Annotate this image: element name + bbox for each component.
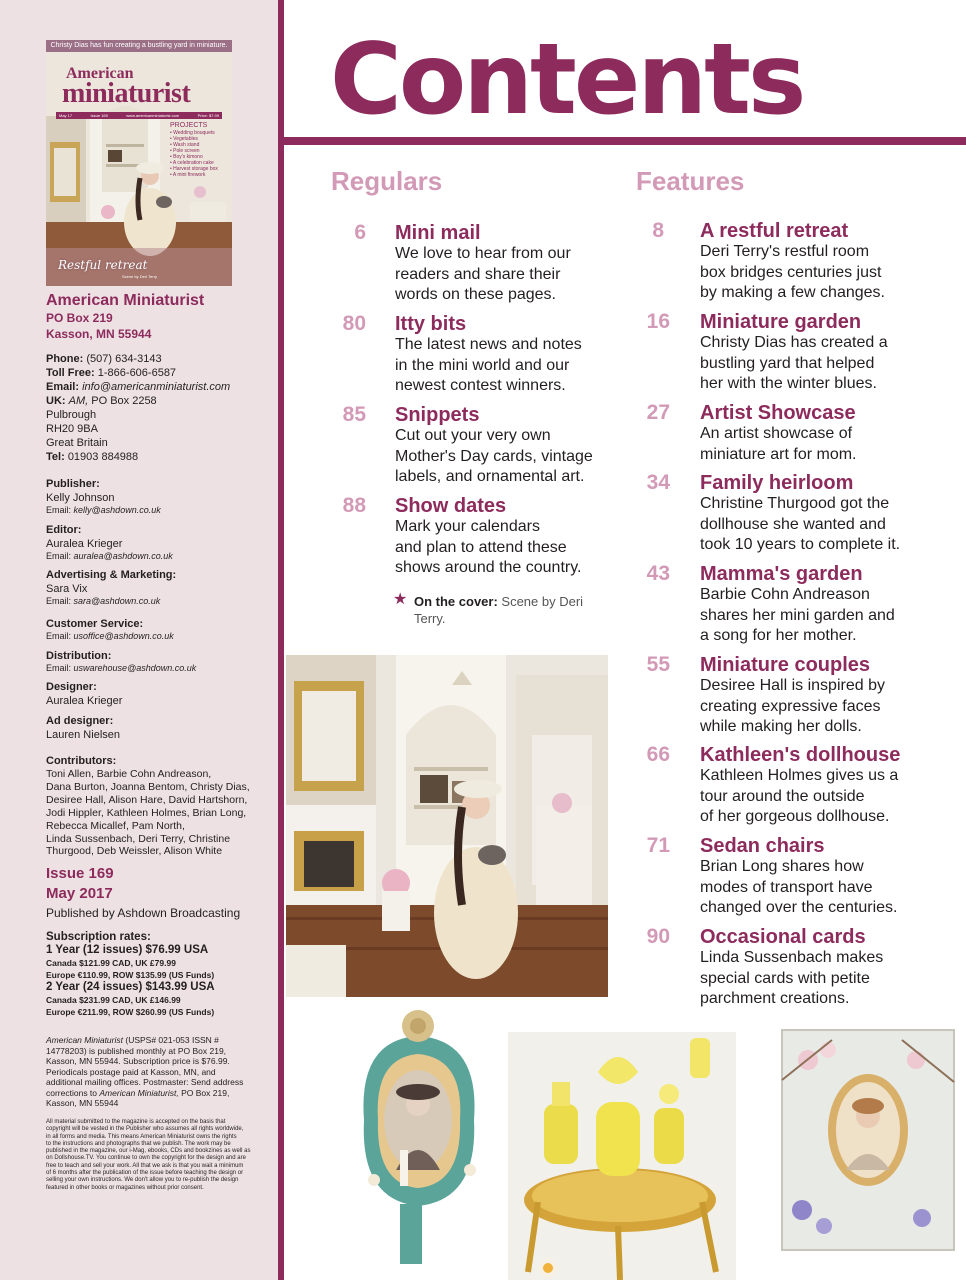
feature-entry-family-heirloom[interactable] — [636, 471, 956, 559]
publisher-name: American Miniaturist — [46, 292, 205, 309]
legal-line: American Miniaturist (USPS# 021-053 ISSN # — [46, 1035, 219, 1045]
entry-description: Cut out your very own Mother's Day cards, vintage labels, and ornamental art. — [395, 427, 593, 486]
subscription-one-year-europe: Europe €110.99, ROW $135.99 (US Funds) — [46, 970, 215, 980]
staff-editor — [46, 523, 266, 562]
fine-print-line: published in the magazine, our i-Mag, ebooks, CDs and bookzines as well as — [46, 1148, 251, 1155]
entry-description: Christine Thurgood got the dollhouse she wanted and took 10 years to complete it. — [700, 495, 901, 554]
entry-title: Show dates — [395, 495, 507, 517]
page-number: 43 — [646, 562, 670, 585]
cover-project-item: • Boy's kimono — [170, 154, 203, 160]
entry-title: Snippets — [395, 404, 480, 426]
fine-print-line: selling your own instructions. We don't allow you to re-publish the design — [46, 1177, 239, 1184]
uk-address-line: Pulbrough — [46, 409, 97, 421]
cover-project-item: • Wedding bouquets — [170, 130, 215, 136]
fine-print-line: to the instructions and photographs that we publish. The work may be — [46, 1140, 231, 1147]
contributors-line: Linda Sussenbach, Deri Terry, Christine — [46, 832, 231, 845]
cover-caption: Christy Dias has fun creating a bustling yard in miniature. — [46, 40, 232, 52]
subscription-rates — [46, 931, 266, 1018]
cover-project-item: • A celebration cake — [170, 160, 214, 166]
subscription-one-year-canada: Canada $121.99 CAD, UK £79.99 — [46, 958, 176, 968]
cover-feature-title: Restful retreat — [58, 258, 148, 272]
page-number: 55 — [646, 653, 670, 676]
cover-project-item: • Harvest storage box — [170, 166, 218, 172]
tollfree-line: Toll Free: 1-866-606-6587 — [46, 367, 177, 379]
publisher-address-line: Kasson, MN 55944 — [46, 327, 152, 341]
fine-print-line: All material submitted to the magazine is accepted on the basis that — [46, 1119, 226, 1125]
regulars-heading: Regulars — [331, 166, 443, 196]
contributors-line: Desiree Hall, Alison Hare, David Hartshorn, — [46, 793, 248, 806]
entry-title: Miniature garden — [700, 311, 862, 333]
contact-block — [46, 352, 266, 464]
staff-name: Sara Vix — [46, 583, 88, 595]
feature-entry-artist-showcase[interactable] — [636, 401, 956, 469]
entry-description: Linda Sussenbach makes special cards with petite parchment creations. — [700, 949, 884, 1008]
regular-entry-mini-mail[interactable] — [330, 221, 620, 309]
fine-print-line: featured in other books or magazines without prior consent. — [46, 1184, 204, 1191]
feature-entry-occasional-cards[interactable] — [636, 925, 956, 1013]
feature-entry-miniature-garden[interactable] — [636, 310, 956, 398]
subscription-label: Subscription rates: — [46, 931, 151, 943]
fine-print-line: free to teach and sell your work. All that we ask is that you wait a minimum — [46, 1162, 244, 1169]
entry-title: Artist Showcase — [700, 402, 856, 424]
staff-email[interactable]: Email: kelly@ashdown.co.uk — [46, 505, 161, 515]
page-number: 88 — [342, 494, 366, 517]
entry-description: The latest news and notes in the mini world and our newest contest winners. — [395, 336, 582, 395]
cover-byline: Scene by Deri Terry — [122, 274, 158, 279]
cover-project-item: • Vegetables — [170, 136, 198, 142]
staff-name: Auralea Krieger — [46, 695, 123, 707]
cover-bar-date: May 17 — [59, 113, 73, 118]
page-number: 16 — [646, 310, 670, 333]
star-icon: ★ — [393, 591, 408, 608]
legal-line: additional mailing offices. Postmaster: Send address — [46, 1077, 244, 1087]
cover-bar-price: Price: $7.99 — [197, 113, 219, 118]
cover-projects-heading: PROJECTS — [170, 122, 208, 129]
entry-description: Desiree Hall is inspired by creating expressive faces while making her dolls. — [700, 677, 885, 736]
sidebar-divider — [278, 0, 284, 1280]
entry-description: Brian Long shares how modes of transport have changed over the centuries. — [700, 858, 898, 917]
contributors-line: Rebecca Micallef, Pam North, — [46, 819, 185, 832]
staff-email[interactable]: Email: auralea@ashdown.co.uk — [46, 551, 173, 561]
legal-line: 14778203) is published monthly at PO Box 219, — [46, 1045, 227, 1056]
cover-note-text: Scene by Deri Terry. — [414, 594, 584, 626]
cover-project-item: • Pole screen — [170, 148, 200, 154]
uk-address-line: RH20 9BA — [46, 423, 98, 435]
entry-description: An artist showcase of miniature art for mom. — [700, 425, 857, 463]
legal-line: Kasson, MN 55944. Subscription price is $76.99. — [46, 1056, 230, 1066]
entry-title: Kathleen's dollhouse — [700, 744, 901, 766]
cover-project-item: • Wash stand — [170, 142, 200, 148]
contributors-line: Thurgood, Deb Weissler, Alison White — [46, 845, 223, 858]
legal-notice — [46, 1035, 266, 1109]
subscription-one-year: 1 Year (12 issues) $76.99 USA — [46, 944, 209, 956]
cover-masthead-top: American — [66, 65, 134, 82]
mirror-frame-photo — [338, 1000, 500, 1272]
subscription-two-year-canada: Canada $231.99 CAD, UK £146.99 — [46, 995, 181, 1005]
legal-line: Periodicals postage paid at Kasson, MN, and — [46, 1066, 216, 1077]
page-number: 34 — [646, 471, 670, 494]
cover-projects — [170, 122, 228, 178]
uk-line: UK: AM, PO Box 2258 — [46, 395, 157, 407]
cover-masthead-main: miniaturist — [62, 78, 191, 109]
entry-description: Kathleen Holmes gives us a tour around the outside of her gorgeous dollhouse. — [700, 767, 899, 826]
email-line[interactable]: Email: info@americanminiaturist.com — [46, 381, 231, 393]
greeting-card-photo — [772, 1020, 962, 1258]
page-number: 6 — [354, 221, 366, 244]
entry-title: Miniature couples — [700, 654, 871, 676]
staff-publisher — [46, 477, 266, 516]
entry-description: Mark your calendars and plan to attend these shows around the country. — [395, 518, 582, 577]
perfume-tray-photo — [508, 1032, 736, 1280]
entry-description: Barbie Cohn Andreason shares her mini garden and a song for her mother. — [700, 586, 895, 645]
staff-ad-designer — [46, 714, 266, 742]
staff-name: Auralea Krieger — [46, 538, 123, 550]
copyright-fine-print — [46, 1119, 266, 1192]
staff-distribution — [46, 649, 266, 674]
magazine-cover[interactable] — [46, 40, 232, 286]
entry-title: Mini mail — [395, 222, 481, 244]
entry-title: A restful retreat — [700, 220, 849, 242]
entry-description: Deri Terry's restful room box bridges centuries just by making a few changes. — [700, 243, 885, 302]
room-box-photo — [286, 655, 608, 997]
staff-name: Lauren Nielsen — [46, 729, 120, 741]
staff-designer — [46, 680, 266, 708]
page-title: Contents — [330, 23, 804, 137]
staff-label: Designer: — [46, 681, 97, 693]
published-by: Published by Ashdown Broadcasting — [46, 906, 241, 920]
subscription-two-year: 2 Year (24 issues) $143.99 USA — [46, 981, 215, 993]
page-number: 71 — [646, 834, 670, 857]
staff-name: Kelly Johnson — [46, 492, 115, 504]
fine-print-line: of 6 months after the publication of the issue before teaching the design or — [46, 1170, 244, 1177]
contributors — [46, 754, 266, 858]
cover-masthead — [52, 60, 226, 116]
page-number: 66 — [646, 743, 670, 766]
feature-entry-kathleens-dollhouse[interactable] — [636, 743, 956, 831]
legal-line: Kasson, MN 55944 — [46, 1098, 119, 1108]
cover-project-item: • A mini firework — [170, 172, 206, 178]
regular-entry-itty-bits[interactable] — [330, 312, 620, 400]
legal-line: corrections to American Miniaturist, PO Box 219, — [46, 1087, 230, 1098]
entry-title: Family heirloom — [700, 472, 854, 494]
feature-entry-miniature-couples[interactable] — [636, 653, 956, 741]
tel-line: Tel: 01903 884988 — [46, 451, 139, 463]
staff-email[interactable]: Email: usoffice@ashdown.co.uk — [46, 631, 174, 641]
staff-label: Customer Service: — [46, 618, 144, 630]
cover-bar-issue: Issue 169 — [90, 113, 108, 118]
phone-line: Phone: (507) 634-3143 — [46, 353, 162, 365]
staff-email[interactable]: Email: uswarehouse@ashdown.co.uk — [46, 663, 197, 673]
cover-credit-note — [393, 591, 596, 627]
subscription-two-year-europe: Europe €211.99, ROW $260.99 (US Funds) — [46, 1007, 215, 1017]
cover-note-lead: On the cover: — [414, 594, 498, 609]
contributors-line: Jodi Hippler, Kathleen Holmes, Brian Long, — [46, 806, 247, 819]
title-underline — [284, 137, 966, 145]
regular-entry-show-dates[interactable] — [330, 494, 620, 582]
staff-label: Publisher: — [46, 478, 100, 490]
feature-entry-sedan-chairs[interactable] — [636, 834, 956, 922]
page-number: 90 — [646, 925, 670, 948]
fine-print-line: on Dollshouse.TV. You continue to own the copyright for the design and are — [46, 1155, 246, 1162]
issue-date: May 2017 — [46, 885, 113, 902]
page-number: 85 — [342, 403, 366, 426]
staff-label: Distribution: — [46, 650, 112, 662]
page-number: 27 — [646, 401, 670, 424]
entry-title: Mamma's garden — [700, 563, 863, 585]
entry-title: Occasional cards — [700, 926, 866, 948]
page-number: 80 — [342, 312, 366, 335]
publisher-info — [46, 291, 266, 342]
regular-entry-snippets[interactable] — [330, 403, 620, 491]
staff-customer-service — [46, 617, 266, 642]
contributors-label: Contributors: — [46, 755, 117, 767]
fine-print-line: in all forms and media. This means American Miniaturist owns the rights — [46, 1133, 237, 1140]
staff-label: Editor: — [46, 524, 82, 536]
feature-entry-mammas-garden[interactable] — [636, 562, 956, 650]
staff-label: Advertising & Marketing: — [46, 569, 177, 581]
page-number: 8 — [652, 219, 664, 242]
contributors-line: Dana Burton, Joanna Bentom, Christy Dias, — [46, 780, 250, 793]
features-heading: Features — [636, 166, 745, 196]
uk-address-line: Great Britain — [46, 437, 108, 449]
cover-image — [46, 52, 232, 286]
entry-title: Itty bits — [395, 313, 467, 335]
fine-print-line: copyright will be vested in the Publisher who assumes all rights worldwide, — [46, 1126, 244, 1133]
issue-number: Issue 169 — [46, 865, 114, 882]
entry-description: Christy Dias has created a bustling yard that helped her with the winter blues. — [700, 334, 888, 393]
entry-title: Sedan chairs — [700, 835, 825, 857]
cover-bar-url: www.americanminiaturist.com — [126, 113, 180, 118]
staff-advertising — [46, 568, 266, 607]
cover-info-bar — [56, 112, 222, 119]
staff-email[interactable]: Email: sara@ashdown.co.uk — [46, 596, 161, 606]
feature-entry-restful-retreat[interactable] — [636, 219, 956, 307]
issue-block — [46, 864, 266, 922]
publisher-address-line: PO Box 219 — [46, 311, 113, 325]
entry-description: We love to hear from our readers and share their words on these pages. — [395, 245, 571, 304]
staff-label: Ad designer: — [46, 715, 114, 727]
contributors-line: Toni Allen, Barbie Cohn Andreason, — [46, 768, 212, 780]
